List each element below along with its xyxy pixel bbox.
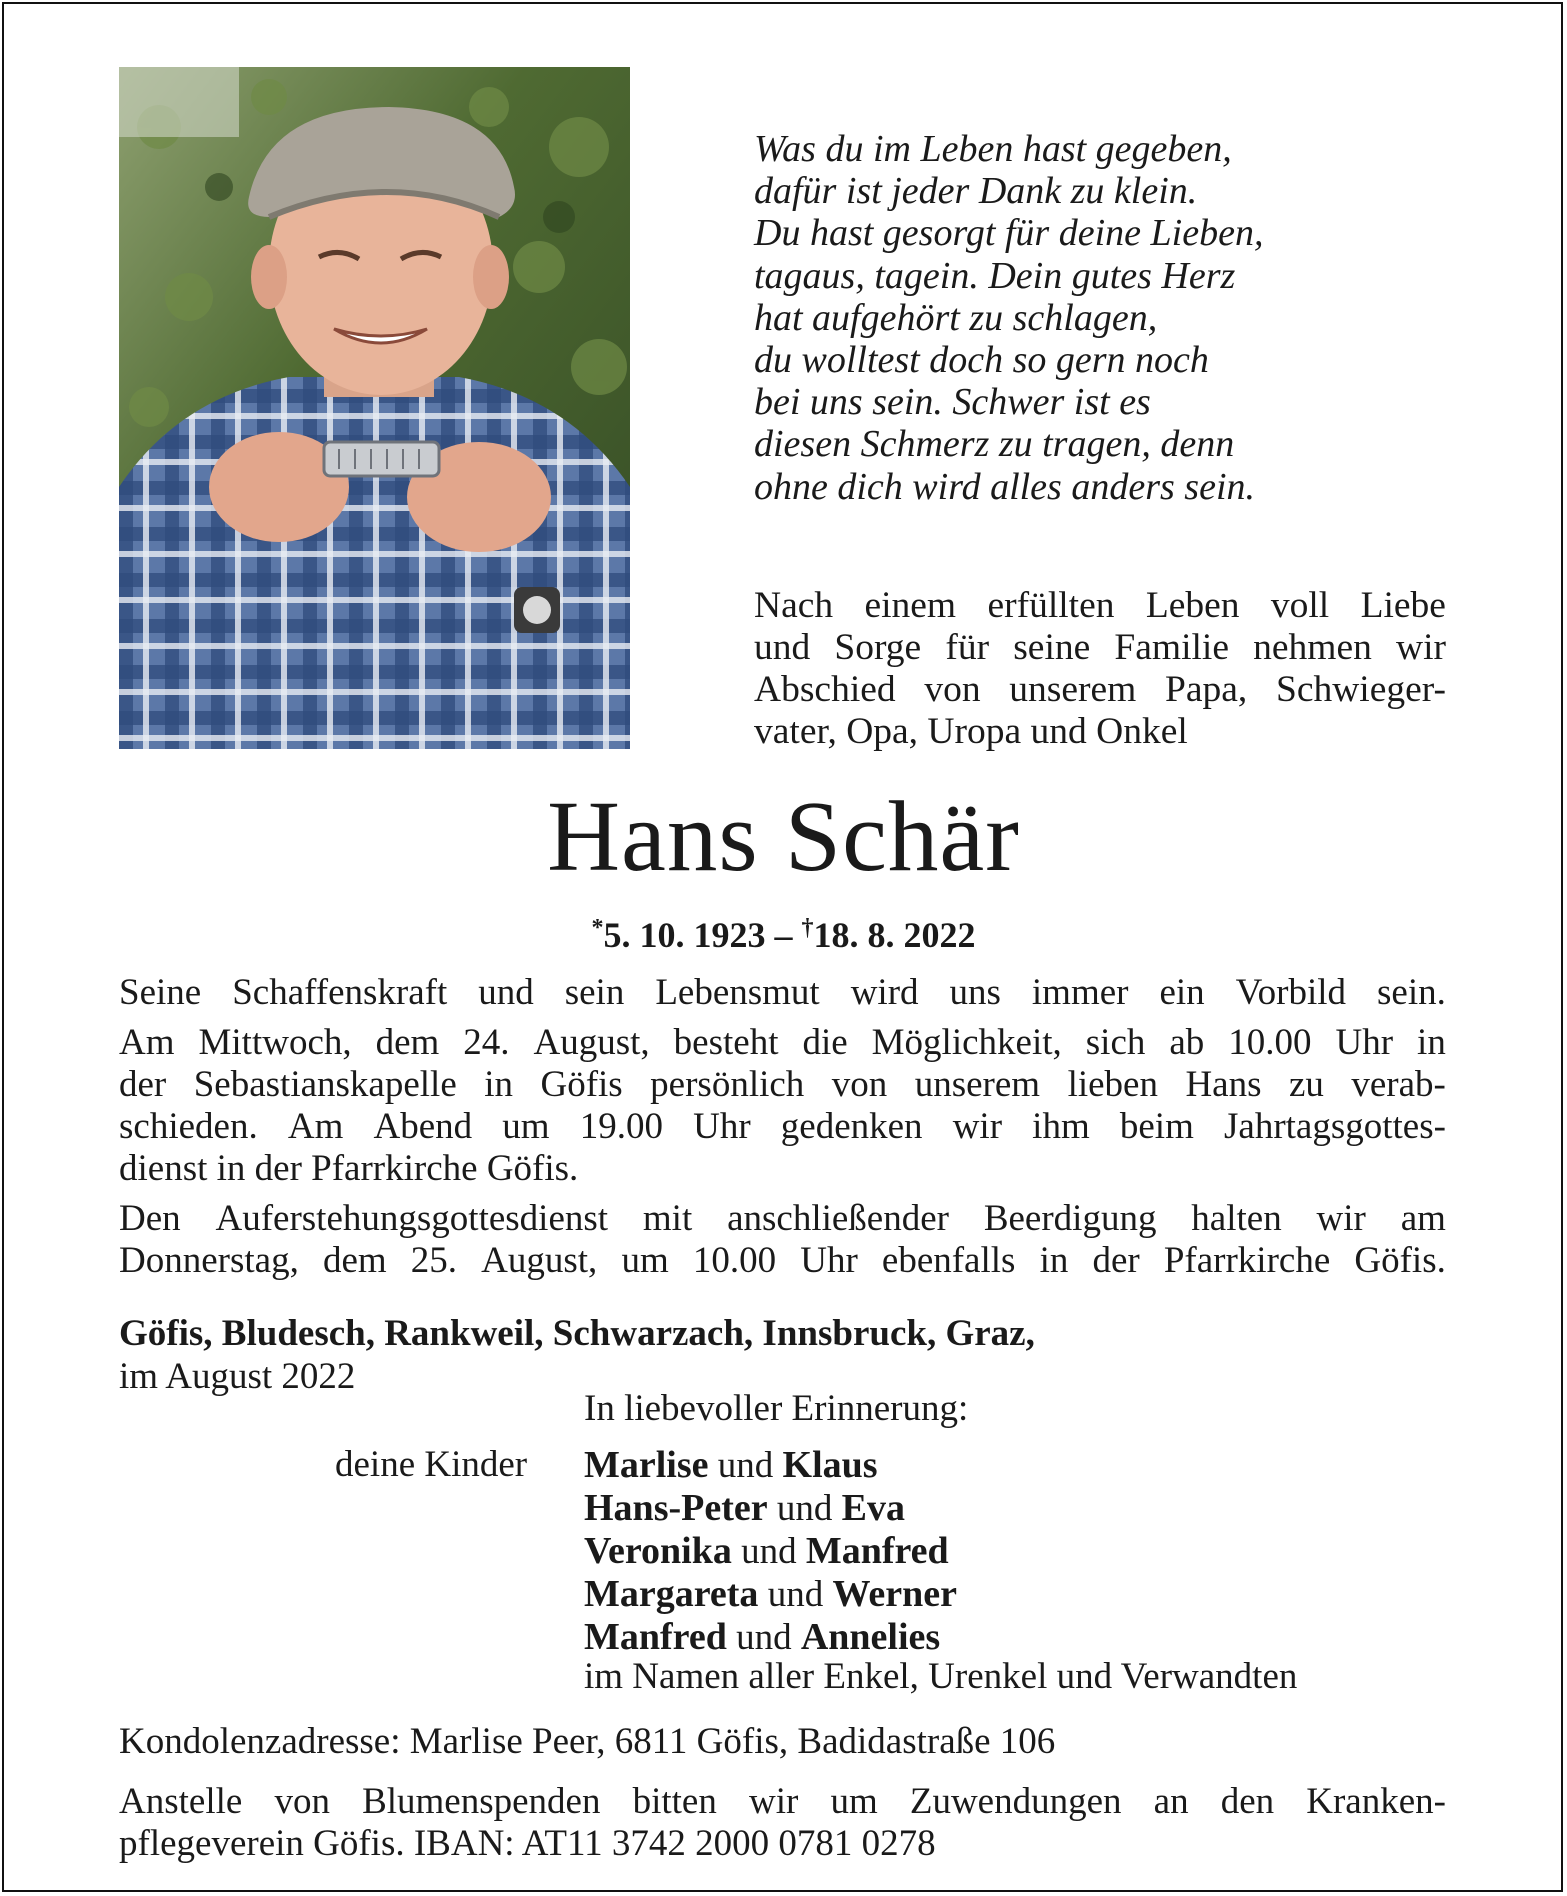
body-line: Seine Schaffenskraft und sein Lebensmut wird uns immer ein Vorbild sein. bbox=[119, 972, 1446, 1013]
donation-note bbox=[119, 1781, 1446, 1865]
family-pair bbox=[584, 1444, 957, 1487]
poem bbox=[754, 128, 1474, 508]
family-pair bbox=[584, 1616, 957, 1659]
family-pair bbox=[584, 1530, 957, 1573]
family-member: Manfred bbox=[805, 1530, 949, 1572]
deceased-name: Hans Schär bbox=[547, 780, 1020, 892]
donation-line: pflegeverein Göfis. IBAN: AT11 3742 2000 0781 0278 bbox=[119, 1823, 936, 1864]
body-text bbox=[119, 972, 1446, 1290]
body-paragraph-2 bbox=[119, 1022, 1446, 1190]
poem-line: tagaus, tagein. Dein gutes Herz bbox=[754, 254, 1236, 297]
body-line: Den Auferstehungsgottesdienst mit anschließender Beerdigung halten wir am bbox=[119, 1198, 1446, 1239]
poem-line: Was du im Leben hast gegeben, bbox=[754, 128, 1232, 170]
birth-date: 5. 10. 1923 bbox=[603, 915, 766, 955]
birth-symbol: * bbox=[591, 915, 604, 941]
poem-line: hat aufgehört zu schlagen, bbox=[754, 296, 1158, 339]
death-symbol: † bbox=[801, 915, 814, 941]
intro-line: Abschied von unserem Papa, Schwieger- bbox=[754, 669, 1446, 710]
family-member: Veronika bbox=[584, 1530, 732, 1572]
and-word: und bbox=[767, 1574, 824, 1615]
family-member: Manfred bbox=[584, 1616, 727, 1658]
poem-line: bei uns sein. Schwer ist es bbox=[754, 381, 1151, 424]
death-date: 18. 8. 2022 bbox=[813, 915, 976, 955]
intro-line: vater, Opa, Uropa und Onkel bbox=[754, 711, 1188, 752]
poem-line: ohne dich wird alles anders sein. bbox=[754, 465, 1255, 508]
and-word: und bbox=[736, 1617, 792, 1658]
body-paragraph-1 bbox=[119, 972, 1446, 1014]
and-word: und bbox=[717, 1445, 774, 1486]
body-line: schieden. Am Abend um 19.00 Uhr gedenken wir ihm beim Jahrtagsgottes- bbox=[119, 1106, 1446, 1147]
and-word: und bbox=[741, 1531, 797, 1572]
month-line: im August 2022 bbox=[119, 1356, 356, 1397]
intro-paragraph bbox=[754, 585, 1446, 753]
body-paragraph-3 bbox=[119, 1198, 1446, 1282]
intro-line: Nach einem erfüllten Leben voll Liebe bbox=[754, 585, 1446, 626]
family-pair bbox=[584, 1573, 957, 1616]
family-member: Annelies bbox=[800, 1616, 941, 1658]
donation-line: Anstelle von Blumenspenden bitten wir um Zuwendungen an den Kranken- bbox=[119, 1781, 1446, 1822]
date-separator: – bbox=[765, 915, 802, 955]
poem-line: dafür ist jeder Dank zu klein. bbox=[754, 170, 1198, 213]
condolence-address: Kondolenzadresse: Marlise Peer, 6811 Göfis, Badidastraße 106 bbox=[119, 1721, 1056, 1762]
family-member: Klaus bbox=[782, 1444, 878, 1486]
portrait-photo bbox=[119, 67, 630, 749]
family-pair bbox=[584, 1487, 957, 1530]
memory-heading: In liebevoller Erinnerung: bbox=[584, 1388, 969, 1429]
family-member: Marlise bbox=[584, 1444, 709, 1486]
kids-label: deine Kinder bbox=[335, 1444, 528, 1485]
life-dates bbox=[0, 906, 1567, 957]
body-line: dienst in der Pfarrkirche Göfis. bbox=[119, 1148, 579, 1189]
family-member: Werner bbox=[832, 1573, 957, 1615]
poem-line: Du hast gesorgt für deine Lieben, bbox=[754, 212, 1264, 255]
poem-line: du wolltest doch so gern noch bbox=[754, 339, 1209, 382]
body-line: Am Mittwoch, dem 24. August, besteht die Möglichkeit, sich ab 10.00 Uhr in bbox=[119, 1022, 1446, 1063]
family-member: Hans-Peter bbox=[584, 1487, 768, 1529]
intro-line: und Sorge für seine Familie nehmen wir bbox=[754, 627, 1446, 668]
family-member: Margareta bbox=[584, 1573, 759, 1615]
poem-line: diesen Schmerz zu tragen, denn bbox=[754, 423, 1235, 466]
portrait-photo-icon bbox=[119, 67, 630, 749]
family-list bbox=[584, 1444, 957, 1659]
body-line: Donnerstag, dem 25. August, um 10.00 Uhr ebenfalls in der Pfarrkirche Göfis. bbox=[119, 1240, 1446, 1281]
behalf-line: im Namen aller Enkel, Urenkel und Verwandten bbox=[584, 1656, 1298, 1697]
family-member: Eva bbox=[841, 1487, 905, 1529]
places-line: Göfis, Bludesch, Rankweil, Schwarzach, Innsbruck, Graz, bbox=[119, 1313, 1035, 1354]
body-line: der Sebastianskapelle in Göfis persönlich von unserem lieben Hans zu verab- bbox=[119, 1064, 1446, 1105]
and-word: und bbox=[776, 1488, 833, 1529]
